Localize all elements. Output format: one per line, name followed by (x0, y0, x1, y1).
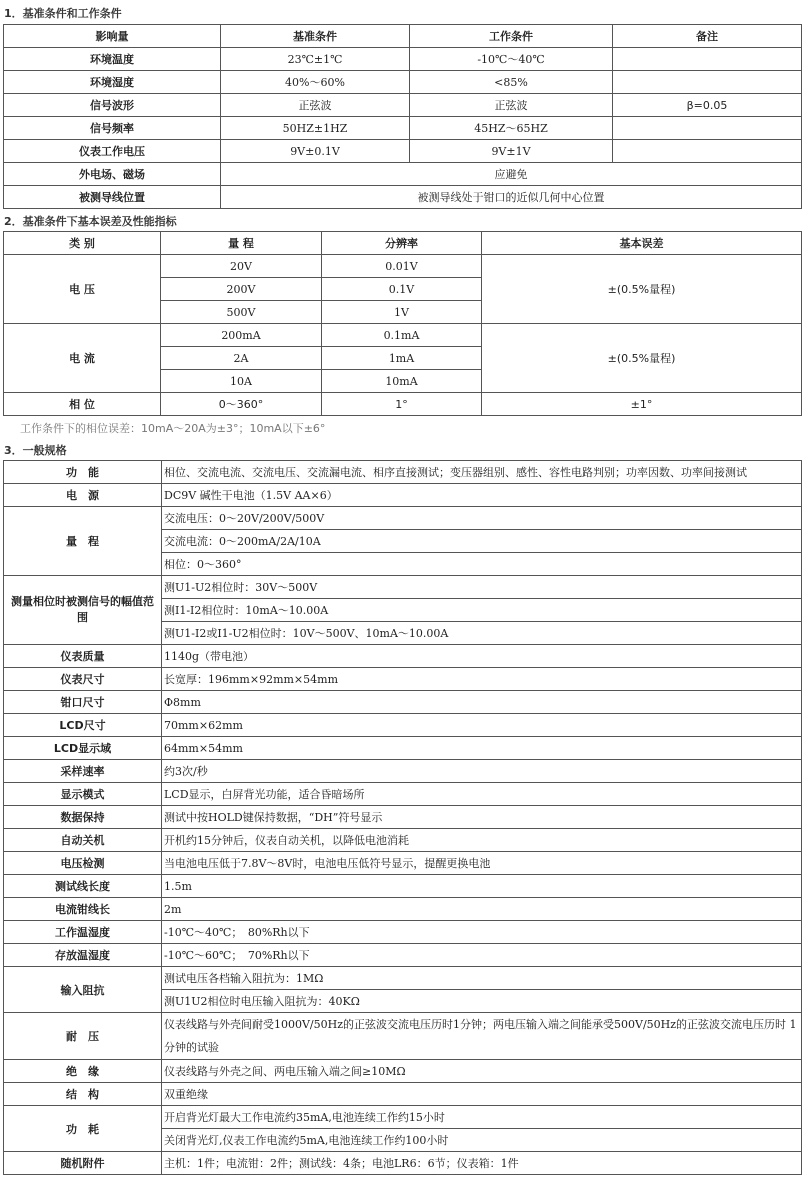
cell: LCD显示，白屏背光功能，适合昏暗场所 (162, 783, 802, 806)
row-label: 电 源 (4, 484, 162, 507)
cell: 1140g（带电池） (162, 645, 802, 668)
cell: 9V±1V (410, 140, 613, 163)
cell (613, 140, 802, 163)
row-label: 自动关机 (4, 829, 162, 852)
cell: 仪表线路与外壳间耐受1000V/50Hz的正弦波交流电压历时1分钟；两电压输入端之间能承受500V/50Hz的正弦波交流电压历时 1分钟的试验 (162, 1013, 802, 1060)
row-label: 仪表尺寸 (4, 668, 162, 691)
table-row (4, 255, 802, 278)
table-row (4, 461, 802, 484)
row-label: 随机附件 (4, 1152, 162, 1175)
cell: -10℃～40℃； 80%Rh以下 (162, 921, 802, 944)
cell: 开机约15分钟后，仪表自动关机，以降低电池消耗 (162, 829, 802, 852)
header-cell: 类 别 (4, 232, 161, 255)
table-row (4, 1152, 802, 1175)
cell: ±(0.5%量程) (482, 324, 802, 393)
row-label: 测量相位时被测信号的幅值范围 (4, 576, 162, 645)
table-row (4, 324, 802, 347)
table-header-row (4, 232, 802, 255)
cell: <85% (410, 71, 613, 94)
table-row (4, 484, 802, 507)
cell: 当电池电压低于7.8V～8V时，电池电压低符号显示，提醒更换电池 (162, 852, 802, 875)
row-label: 仪表工作电压 (4, 140, 221, 163)
cell: 0.01V (322, 255, 482, 278)
section-2-title: 2．基准条件下基本误差及性能指标 (4, 215, 177, 228)
cell: 1V (322, 301, 482, 324)
row-label: 数据保持 (4, 806, 162, 829)
cell: 测I1-I2相位时：10mA～10.00A (162, 599, 802, 622)
cell (613, 48, 802, 71)
table-row (4, 668, 802, 691)
table-row (4, 737, 802, 760)
cell: 0～360° (161, 393, 322, 416)
cell: 应避免 (221, 163, 802, 186)
table-row (4, 921, 802, 944)
table-row (4, 1013, 802, 1060)
cell: 2A (161, 347, 322, 370)
cell: 测U1-I2或I1-U2相位时：10V～500V、10mA～10.00A (162, 622, 802, 645)
table-row (4, 829, 802, 852)
cell: 开启背光灯最大工作电流约35mA,电池连续工作约15小时 (162, 1106, 802, 1129)
header-cell: 分辨率 (322, 232, 482, 255)
cell: -10℃～40℃ (410, 48, 613, 71)
cell: 长宽厚：196mm×92mm×54mm (162, 668, 802, 691)
cell (613, 71, 802, 94)
row-label: 存放温湿度 (4, 944, 162, 967)
cell: 相位、交流电流、交流电压、交流漏电流、相序直接测试；变压器组别、感性、容性电路判别；功率因数、功率间接测试 (162, 461, 802, 484)
row-label: 测试线长度 (4, 875, 162, 898)
row-label: 电流钳线长 (4, 898, 162, 921)
cell: 200V (161, 278, 322, 301)
row-label: 功 能 (4, 461, 162, 484)
row-label: 电 流 (4, 324, 161, 393)
cell: -10℃～60℃； 70%Rh以下 (162, 944, 802, 967)
cell: 约3次/秒 (162, 760, 802, 783)
cell: 测试电压各档输入阻抗为：1MΩ (162, 967, 802, 990)
cell: 500V (161, 301, 322, 324)
row-label: 工作温湿度 (4, 921, 162, 944)
table-row (4, 576, 802, 599)
row-label: 输入阻抗 (4, 967, 162, 1013)
cell: 10mA (322, 370, 482, 393)
cell: 1.5m (162, 875, 802, 898)
table-row (4, 967, 802, 990)
row-label: 电压检测 (4, 852, 162, 875)
row-label: 电 压 (4, 255, 161, 324)
cell: 仪表线路与外壳之间、两电压输入端之间≥10MΩ (162, 1060, 802, 1083)
cell: ±1° (482, 393, 802, 416)
cell: 被测导线处于钳口的近似几何中心位置 (221, 186, 802, 209)
cell: 70mm×62mm (162, 714, 802, 737)
table-row (4, 140, 802, 163)
table-row (4, 163, 802, 186)
header-cell: 量 程 (161, 232, 322, 255)
cell: 40%～60% (221, 71, 410, 94)
cell: β=0.05 (613, 94, 802, 117)
table-header-row (4, 25, 802, 48)
table-row (4, 1060, 802, 1083)
row-label: 结 构 (4, 1083, 162, 1106)
table-row (4, 852, 802, 875)
table-row (4, 691, 802, 714)
header-cell: 备注 (613, 25, 802, 48)
cell: 测U1-U2相位时：30V～500V (162, 576, 802, 599)
row-label: LCD尺寸 (4, 714, 162, 737)
base-conditions-table (3, 24, 802, 209)
cell: 测U1U2相位时电压输入阻抗为：40KΩ (162, 990, 802, 1013)
row-label: 信号频率 (4, 117, 221, 140)
table-row (4, 94, 802, 117)
cell: DC9V 碱性干电池（1.5V AA×6） (162, 484, 802, 507)
cell: 0.1mA (322, 324, 482, 347)
cell: ±(0.5%量程) (482, 255, 802, 324)
row-label: 外电场、磁场 (4, 163, 221, 186)
cell: 相位：0～360° (162, 553, 802, 576)
section-3-title: 3．一般规格 (4, 444, 67, 457)
cell: 1mA (322, 347, 482, 370)
accuracy-table (3, 231, 802, 416)
row-label: 被测导线位置 (4, 186, 221, 209)
table-row (4, 186, 802, 209)
header-cell: 基准条件 (221, 25, 410, 48)
table-row (4, 645, 802, 668)
general-spec-table (3, 460, 802, 1175)
cell: 关闭背光灯,仪表工作电流约5mA,电池连续工作约100小时 (162, 1129, 802, 1152)
row-label: 环境湿度 (4, 71, 221, 94)
row-label: 信号波形 (4, 94, 221, 117)
cell: 主机：1件；电流钳：2件；测试线：4条；电池LR6：6节；仪表箱：1件 (162, 1152, 802, 1175)
table-row (4, 714, 802, 737)
row-label: 环境温度 (4, 48, 221, 71)
row-label: 采样速率 (4, 760, 162, 783)
cell: 交流电压：0～20V/200V/500V (162, 507, 802, 530)
table-row (4, 71, 802, 94)
cell: 45HZ～65HZ (410, 117, 613, 140)
cell: 200mA (161, 324, 322, 347)
row-label: 仪表质量 (4, 645, 162, 668)
row-label: 功 耗 (4, 1106, 162, 1152)
table-row (4, 1106, 802, 1129)
cell: 9V±0.1V (221, 140, 410, 163)
cell: 2m (162, 898, 802, 921)
cell: 20V (161, 255, 322, 278)
table-row (4, 944, 802, 967)
table-row (4, 1083, 802, 1106)
cell: 双重绝缘 (162, 1083, 802, 1106)
row-label: 相 位 (4, 393, 161, 416)
header-cell: 基本误差 (482, 232, 802, 255)
cell (613, 117, 802, 140)
table-row (4, 117, 802, 140)
table-row (4, 48, 802, 71)
table-row (4, 898, 802, 921)
table-row (4, 783, 802, 806)
table-row (4, 806, 802, 829)
cell: 正弦波 (410, 94, 613, 117)
header-cell: 影响量 (4, 25, 221, 48)
table-row (4, 875, 802, 898)
row-label: 量 程 (4, 507, 162, 576)
cell: 64mm×54mm (162, 737, 802, 760)
table-row (4, 393, 802, 416)
row-label: 钳口尺寸 (4, 691, 162, 714)
header-cell: 工作条件 (410, 25, 613, 48)
table-row (4, 760, 802, 783)
cell: 1° (322, 393, 482, 416)
cell: Φ8mm (162, 691, 802, 714)
row-label: LCD显示域 (4, 737, 162, 760)
section-1-title: 1．基准条件和工作条件 (4, 7, 122, 20)
row-label: 绝 缘 (4, 1060, 162, 1083)
cell: 测试中按HOLD键保持数据，“DH”符号显示 (162, 806, 802, 829)
cell: 交流电流：0～200mA/2A/10A (162, 530, 802, 553)
phase-error-note: 工作条件下的相位误差：10mA～20A为±3°；10mA以下±6° (20, 422, 326, 435)
row-label: 显示模式 (4, 783, 162, 806)
row-label: 耐 压 (4, 1013, 162, 1060)
cell: 正弦波 (221, 94, 410, 117)
cell: 10A (161, 370, 322, 393)
cell: 0.1V (322, 278, 482, 301)
cell: 50HZ±1HZ (221, 117, 410, 140)
cell: 23℃±1℃ (221, 48, 410, 71)
table-row (4, 507, 802, 530)
